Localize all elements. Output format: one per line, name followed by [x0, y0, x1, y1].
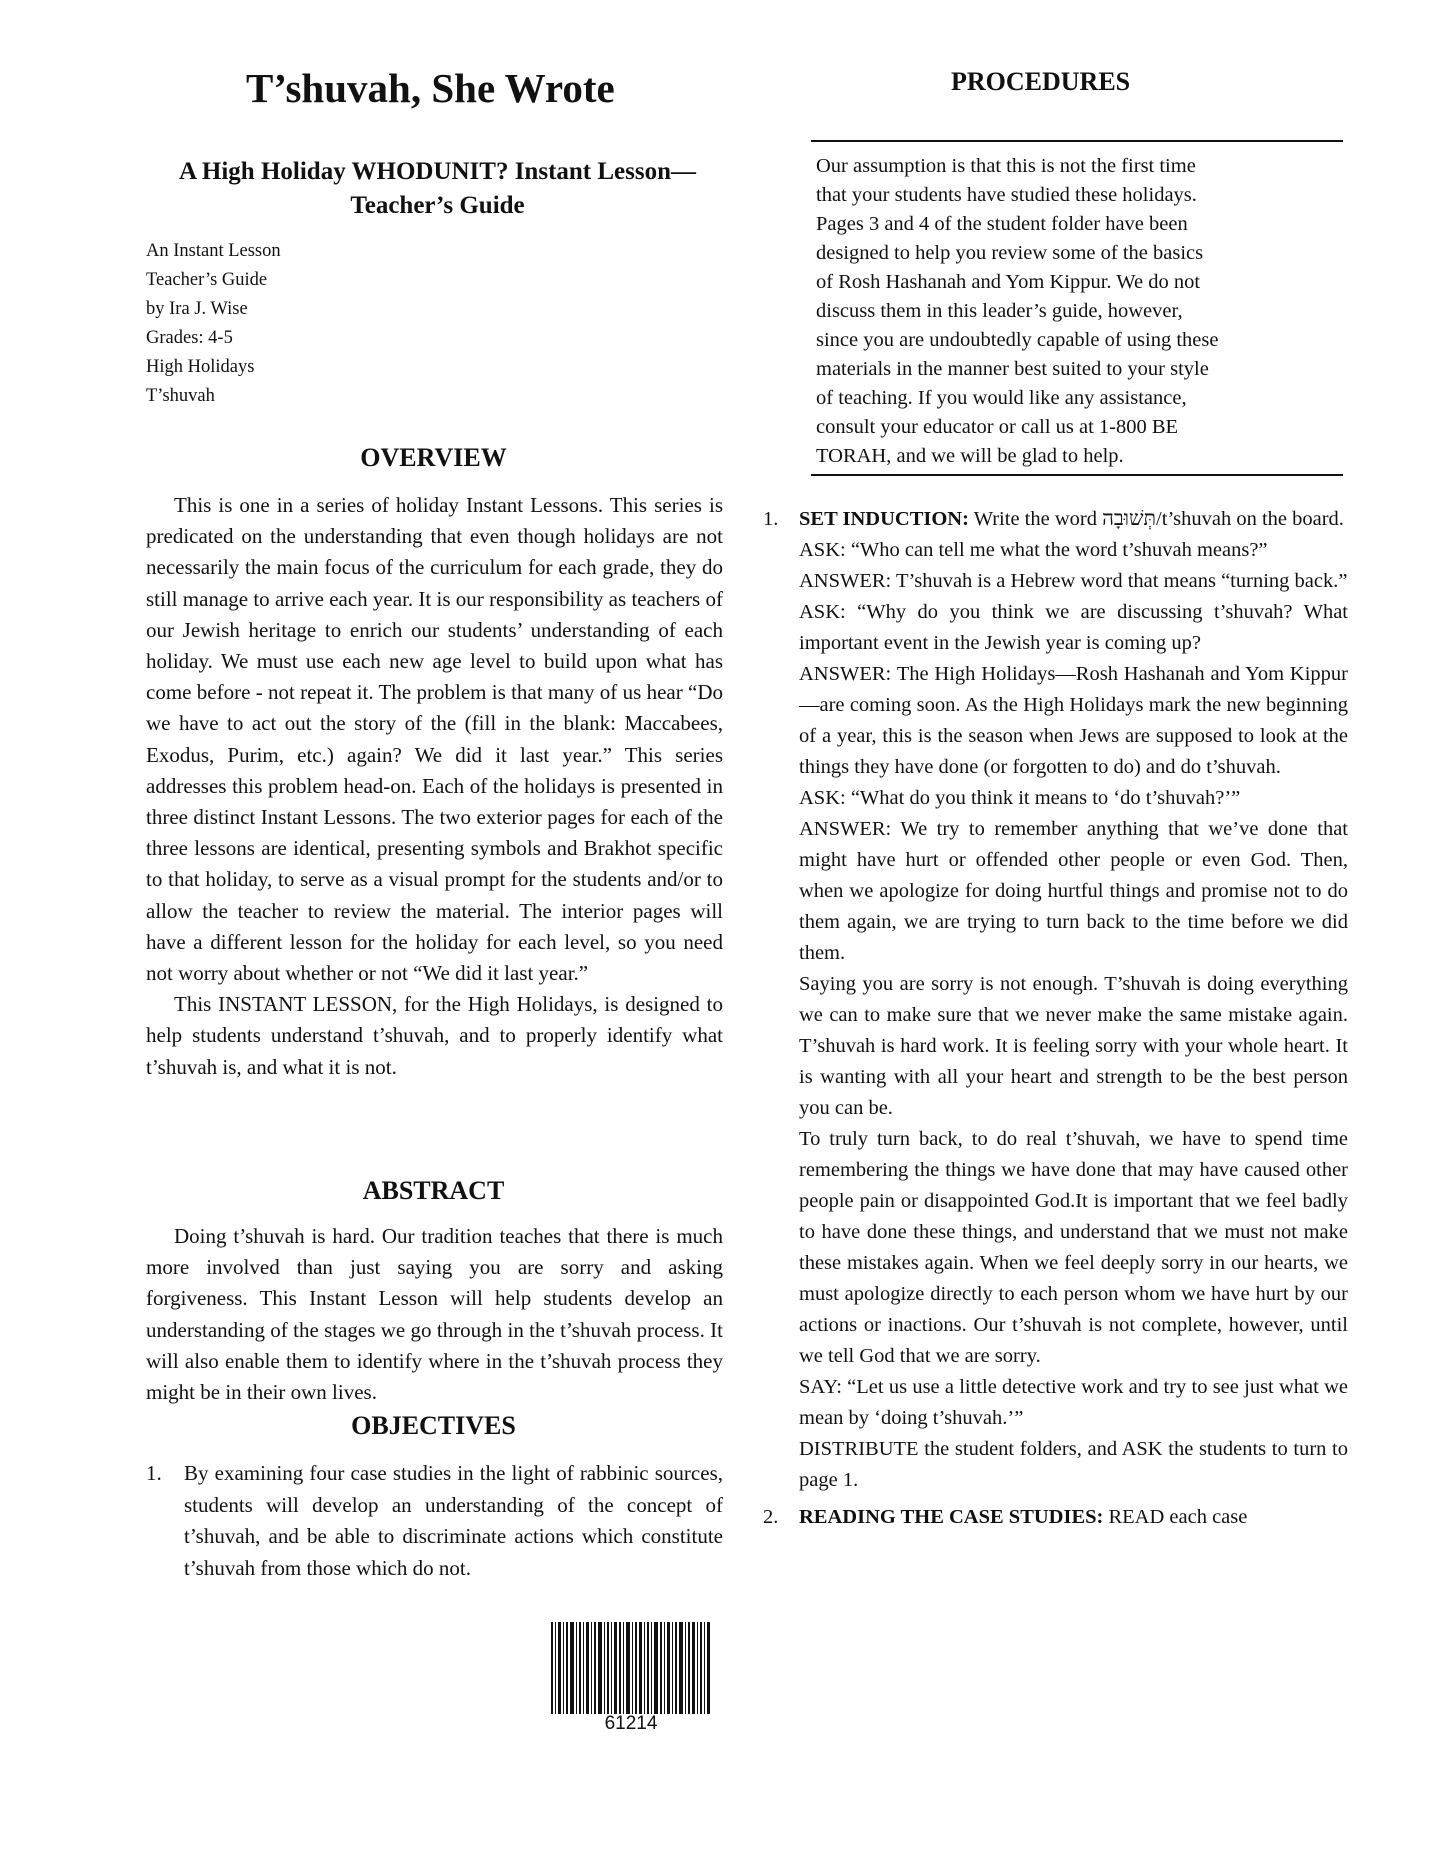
- step-reading-case-studies: [763, 1502, 1348, 1533]
- step-line: ANSWER: T’shuvah is a Hebrew word that means “turning back.”: [799, 570, 1348, 592]
- overview-paragraph-2: This INSTANT LESSON, for the High Holidays, is designed to help students understand t’shuvah, and to properly identify what t’shuvah is, and what it is not.: [146, 992, 723, 1079]
- step-text: READ each case: [1108, 1506, 1248, 1528]
- step-line: ANSWER: The High Holidays—Rosh Hashanah and Yom Kippur—are coming soon. As the High Holidays mark the new beginning of a year, this is the season when Jews are supposed to look at the things they have done (or forgotten to do) and do t’shuvah.: [799, 663, 1348, 778]
- document-title: T’shuvah, She Wrote: [246, 65, 615, 111]
- assumption-line: since you are undoubtedly capable of using these: [816, 329, 1219, 351]
- step-line: ANSWER: We try to remember anything that we’ve done that might have hurt or offended other people or even God. Then, when we apologize for doing hurtful things and promise not to do them again, we are trying to turn back to the time before we did them.: [799, 818, 1348, 964]
- meta-line: High Holidays: [146, 357, 255, 377]
- step-line: To truly turn back, to do real t’shuvah, we have to spend time remembering the things we have done that may have caused other people pain or disappointed God.It is important that we feel badly to have done these things, and understand that we must not make these mistakes again. When we feel deeply sorry in our hearts, we must apologize directly to each person whom we have hurt by our actions or inactions. Our t’shuvah is not complete, however, until we tell God that we are sorry.: [799, 1128, 1348, 1367]
- objective-number: 1.: [146, 1461, 162, 1485]
- meta-line: Teacher’s Guide: [146, 270, 268, 290]
- assumption-line: consult your educator or call us at 1-800 BE: [816, 416, 1179, 438]
- step-line: Saying you are sorry is not enough. T’shuvah is doing everything we can to make sure that we never make the same mistake again. T’shuvah is hard work. It is feeling sorry with your whole heart. It is wanting with all your heart and strength to be the best person you can be.: [799, 973, 1348, 1119]
- meta-line: T’shuvah: [146, 386, 215, 406]
- abstract-heading: ABSTRACT: [362, 1176, 505, 1205]
- step-number: 2.: [763, 1506, 779, 1528]
- assumption-line: of teaching. If you would like any assistance,: [816, 387, 1187, 409]
- subtitle-line-1: A High Holiday WHODUNIT? Instant Lesson—: [178, 158, 697, 185]
- assumption-box: [816, 152, 1336, 471]
- barcode-number: 61214: [604, 1713, 658, 1734]
- subtitle: [150, 155, 725, 223]
- overview-paragraph-1: This is one in a series of holiday Instant Lessons. This series is predicated on the understanding that even though holidays are not necessarily the main focus of the curriculum for each grade, they do still manage to arrive each year. It is our responsibility as teachers of our Jewish heritage to enrich our students’ understanding of each holiday. We must use each new age level to build upon what has come before - not repeat it. The problem is that many of us hear “Do we have to act out the story of the (fill in the blank: Maccabees, Exodus, Purim, etc.) again? We did it last year.” This series addresses this problem head-on. Each of the holidays is presented in three distinct Instant Lessons. The two exterior pages for each of the three lessons are identical, presenting symbols and Brakhot specific to that holiday, to serve as a visual prompt for the students and/or to allow the teacher to review the material. The interior pages will have a different lesson for the holiday for each level, so you need not worry about whether or not “We did it last year.”: [146, 493, 723, 986]
- step-line: ASK: “Why do you think we are discussing t’shuvah? What important event in the Jewish year is coming up?: [799, 601, 1348, 654]
- objectives-list: [146, 1458, 723, 1584]
- subtitle-line-2: Teacher’s Guide: [350, 192, 525, 219]
- step-label: SET INDUCTION:: [799, 508, 969, 530]
- meta-line: by Ira J. Wise: [146, 299, 248, 319]
- meta-line: An Instant Lesson: [146, 241, 281, 261]
- step-line: ASK: “Who can tell me what the word t’shuvah means?”: [799, 539, 1268, 561]
- step-label: READING THE CASE STUDIES:: [799, 1506, 1104, 1528]
- procedure-steps: [763, 504, 1348, 1533]
- assumption-line: that your students have studied these holidays.: [816, 184, 1197, 206]
- overview-body: [146, 490, 723, 1083]
- bottom-divider: [811, 474, 1343, 476]
- overview-heading: OVERVIEW: [360, 443, 507, 472]
- assumption-line: materials in the manner best suited to your style: [816, 358, 1209, 380]
- assumption-line: designed to help you review some of the basics: [816, 242, 1204, 264]
- abstract-paragraph: Doing t’shuvah is hard. Our tradition teaches that there is much more involved than just saying you are sorry and asking forgiveness. This Instant Lesson will help students develop an understanding of the stages we go through in the t’shuvah process. It will also enable them to identify where in the t’shuvah process they might be in their own lives.: [146, 1224, 723, 1405]
- top-divider: [811, 140, 1343, 142]
- step-set-induction: [763, 504, 1348, 1496]
- assumption-line: Our assumption is that this is not the first time: [816, 155, 1196, 177]
- step-line: SAY: “Let us use a little detective work and try to see just what we mean by ‘doing t’shuvah.’”: [799, 1376, 1348, 1429]
- step-line: ASK: “What do you think it means to ‘do t’shuvah?’”: [799, 787, 1241, 809]
- list-item: [146, 1458, 723, 1584]
- assumption-line: Pages 3 and 4 of the student folder have been: [816, 213, 1188, 235]
- abstract-body: [146, 1221, 723, 1408]
- step-line: DISTRIBUTE the student folders, and ASK the students to turn to page 1.: [799, 1438, 1348, 1491]
- procedures-heading: PROCEDURES: [951, 67, 1131, 96]
- step-intro: Write the word תְּשׁוּבָה/t’shuvah on the board.: [973, 508, 1344, 530]
- objectives-heading: OBJECTIVES: [351, 1411, 516, 1440]
- barcode-image: [551, 1622, 711, 1714]
- assumption-line: of Rosh Hashanah and Yom Kippur. We do not: [816, 271, 1201, 293]
- objective-text: By examining four case studies in the light of rabbinic sources, students will develop an understanding of the concept of t’shuvah, and be able to discriminate actions which constitute t’shuvah from those which do not.: [184, 1461, 723, 1580]
- step-number: 1.: [763, 508, 779, 530]
- assumption-line: discuss them in this leader’s guide, however,: [816, 300, 1183, 322]
- assumption-line: TORAH, and we will be glad to help.: [816, 445, 1124, 467]
- lesson-meta: [146, 237, 281, 411]
- meta-line: Grades: 4-5: [146, 328, 233, 348]
